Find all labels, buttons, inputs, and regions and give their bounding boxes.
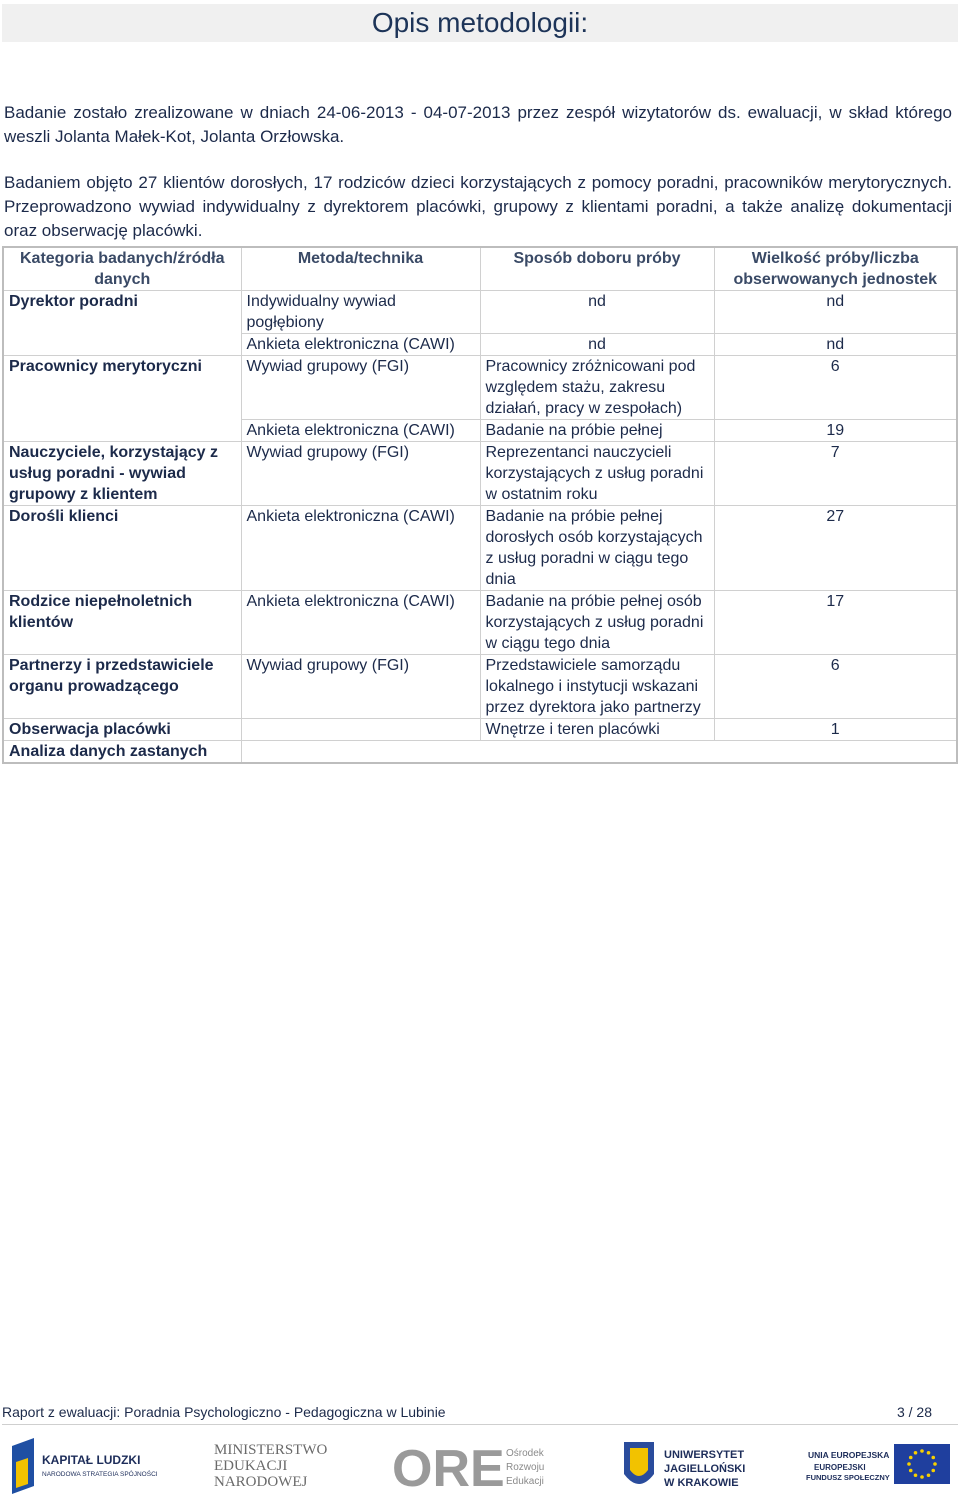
size-cell: 7 [714,442,957,506]
selection-cell: Badanie na próbie pełnej dorosłych osób korzystających z usług poradni w ciągu tego dnia [480,506,714,591]
selection-cell: Badanie na próbie pełnej [480,420,714,442]
category-cell: Dorośli klienci [3,506,241,591]
selection-cell: nd [480,334,714,356]
kl-line1: KAPITAŁ LUDZKI [42,1453,141,1467]
size-cell: 6 [714,655,957,719]
empty-cell [241,741,957,764]
size-cell: 6 [714,356,957,420]
size-cell: 1 [714,719,957,741]
header-category: Kategoria badanych/źródła danych [3,247,241,291]
size-cell: nd [714,291,957,334]
men-line1: MINISTERSTWO [214,1442,328,1458]
category-cell: Rodzice niepełnoletnich klientów [3,591,241,655]
method-cell: Ankieta elektroniczna (CAWI) [241,334,480,356]
men-line2: EDUKACJI [214,1458,288,1474]
kl-line2: NARODOWA STRATEGIA SPÓJNOŚCI [42,1471,158,1478]
selection-cell: Badanie na próbie pełnej osób korzystających z usług poradni w ciągu tego dnia [480,591,714,655]
method-cell: Wywiad grupowy (FGI) [241,442,480,506]
selection-cell: Reprezentanci nauczycieli korzystających z usług poradni w ostatnim roku [480,442,714,506]
category-cell: Partnerzy i przedstawiciele organu prowadzącego [3,655,241,719]
eu-star-icon [931,1469,935,1473]
method-cell: Ankieta elektroniczna (CAWI) [241,420,480,442]
sponsor-logos [0,1434,960,1504]
table-row [3,356,957,420]
method-cell [241,719,480,741]
header-method: Metoda/technika [241,247,480,291]
eu-star-icon [931,1456,935,1460]
table-row [3,591,957,655]
eu-star-icon [920,1449,924,1453]
eu-star-icon [933,1462,937,1466]
size-cell: 27 [714,506,957,591]
eu-star-icon [909,1456,913,1460]
eu-star-icon [914,1451,918,1455]
category-cell: Dyrektor poradni [3,291,241,356]
method-cell: Wywiad grupowy (FGI) [241,356,480,420]
ue-line3: FUNDUSZ SPOŁECZNY [806,1473,890,1482]
uj-line1: UNIWERSYTET [664,1449,745,1461]
table-row [3,719,957,741]
table-row [3,442,957,506]
header-size: Wielkość próby/liczba obserwowanych jednostek [714,247,957,291]
selection-cell: nd [480,291,714,334]
uj-line2: JAGIELLOŃSKI [664,1463,746,1475]
eu-star-icon [909,1469,913,1473]
eu-star-icon [907,1462,911,1466]
eu-star-icon [927,1473,931,1477]
category-cell: Pracownicy merytoryczni [3,356,241,442]
title-bar [2,4,958,42]
page-title: Opis metodologii: [371,7,589,38]
method-cell: Ankieta elektroniczna (CAWI) [241,506,480,591]
selection-cell: Wnętrze i teren placówki [480,719,714,741]
footer-page-number: 3 / 28 [896,1404,932,1420]
ue-line2: EUROPEJSKI [814,1463,866,1472]
intro-paragraph: Badanie zostało zrealizowane w dniach 24-06-2013 - 04-07-2013 przez zespół wizytatorów ds. ewaluacji, w skład którego weszli Jolanta Małek-Kot, Jolanta Orzłowska. [4,103,952,146]
eu-star-icon [920,1475,924,1479]
uj-logo [620,1434,760,1500]
header-selection: Sposób doboru próby [480,247,714,291]
footer-report-title: Raport z ewaluacji: Poradnia Psychologiczno - Pedagogiczna w Lubinie [2,1404,446,1420]
ore-line3: Edukacji [506,1476,544,1487]
selection-cell: Przedstawiciele samorządu lokalnego i instytucji wskazani przez dyrektora jako partnerzy [480,655,714,719]
table-row [3,291,957,334]
men-logo [212,1434,332,1500]
eu-star-icon [927,1451,931,1455]
ue-line1: UNIA EUROPEJSKA [808,1450,890,1460]
kapital-ludzki-logo [8,1434,158,1500]
size-cell: 19 [714,420,957,442]
table-row [3,655,957,719]
men-line3: NARODOWEJ [214,1474,308,1490]
method-cell: Wywiad grupowy (FGI) [241,655,480,719]
methodology-table [2,246,958,764]
table-header-row [3,247,957,291]
size-cell: nd [714,334,957,356]
footer-divider [2,1424,958,1425]
ore-line1: Ośrodek [506,1448,544,1459]
category-cell: Obserwacja placówki [3,719,241,741]
eu-star-icon [914,1473,918,1477]
selection-cell: Pracownicy zróżnicowani pod względem stażu, zakresu działań, pracy w zespołach) [480,356,714,420]
method-cell: Ankieta elektroniczna (CAWI) [241,591,480,655]
table-row [3,506,957,591]
uj-line3: W KRAKOWIE [664,1477,739,1489]
size-cell: 17 [714,591,957,655]
method-cell: Indywidualny wywiad pogłębiony [241,291,480,334]
ore-line2: Rozwoju [506,1462,545,1473]
ore-wordmark: ORE [392,1440,505,1498]
ore-logo [392,1434,562,1500]
ue-logo [804,1434,954,1500]
category-cell: Nauczyciele, korzystający z usług poradni - wywiad grupowy z klientem [3,442,241,506]
category-cell: Analiza danych zastanych [3,741,241,764]
scope-paragraph: Badaniem objęto 27 klientów dorosłych, 17 rodziców dzieci korzystających z pomocy poradni, pracowników merytorycznych. Przeprowadzono wywiad indywidualny z dyrektorem placówki, grupowy z klientami poradni, a także analizę dokumentacji oraz obserwację placówki. [4,173,952,240]
table-row [3,741,957,764]
